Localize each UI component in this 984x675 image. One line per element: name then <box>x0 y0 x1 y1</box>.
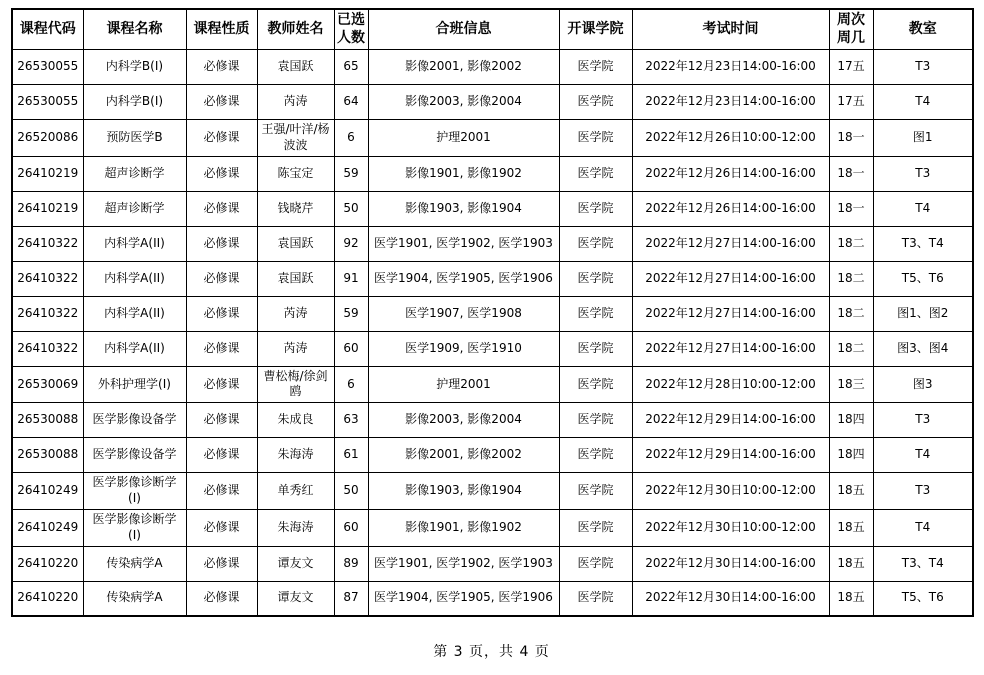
column-header-course-name: 课程名称 <box>83 9 186 49</box>
cell-course-code: 26530069 <box>12 366 83 403</box>
column-header-course-type: 课程性质 <box>186 9 257 49</box>
cell-classroom: T3 <box>873 49 973 84</box>
cell-classroom: T3、T4 <box>873 226 973 261</box>
cell-class-group-info: 医学1907, 医学1908 <box>368 296 559 331</box>
cell-course-name: 医学影像设备学 <box>83 438 186 473</box>
cell-course-name: 内科学B(I) <box>83 84 186 119</box>
cell-exam-time: 2022年12月27日14:00-16:00 <box>632 226 829 261</box>
cell-course-type: 必修课 <box>186 226 257 261</box>
column-header-week-day: 周次周几 <box>829 9 873 49</box>
cell-exam-time: 2022年12月30日10:00-12:00 <box>632 509 829 546</box>
cell-course-code: 26410249 <box>12 473 83 510</box>
cell-course-name: 内科学A(II) <box>83 331 186 366</box>
cell-exam-time: 2022年12月23日14:00-16:00 <box>632 49 829 84</box>
column-header-college: 开课学院 <box>559 9 632 49</box>
cell-week-day: 18一 <box>829 119 873 156</box>
cell-classroom: T3、T4 <box>873 546 973 581</box>
cell-enrolled-count: 89 <box>334 546 368 581</box>
cell-college: 医学院 <box>559 84 632 119</box>
cell-class-group-info: 影像1901, 影像1902 <box>368 509 559 546</box>
cell-course-code: 26410219 <box>12 191 83 226</box>
table-row <box>12 403 973 438</box>
cell-enrolled-count: 6 <box>334 366 368 403</box>
cell-classroom: T3 <box>873 156 973 191</box>
cell-enrolled-count: 6 <box>334 119 368 156</box>
cell-exam-time: 2022年12月23日14:00-16:00 <box>632 84 829 119</box>
table-row <box>12 191 973 226</box>
cell-teacher-name: 袁国跃 <box>257 226 334 261</box>
cell-course-code: 26410249 <box>12 509 83 546</box>
cell-teacher-name: 谭友文 <box>257 546 334 581</box>
cell-teacher-name: 朱成良 <box>257 403 334 438</box>
cell-week-day: 18一 <box>829 156 873 191</box>
cell-course-code: 26410220 <box>12 581 83 616</box>
column-header-class-group-info: 合班信息 <box>368 9 559 49</box>
cell-week-day: 18二 <box>829 226 873 261</box>
table-row <box>12 509 973 546</box>
table-row <box>12 438 973 473</box>
table-row <box>12 84 973 119</box>
cell-teacher-name: 袁国跃 <box>257 49 334 84</box>
cell-course-name: 医学影像设备学 <box>83 403 186 438</box>
cell-course-name: 传染病学A <box>83 581 186 616</box>
cell-week-day: 18四 <box>829 403 873 438</box>
cell-enrolled-count: 91 <box>334 261 368 296</box>
page-number-footer: 第 3 页，共 4 页 <box>433 644 550 661</box>
cell-exam-time: 2022年12月29日14:00-16:00 <box>632 403 829 438</box>
cell-course-name: 传染病学A <box>83 546 186 581</box>
table-body <box>12 49 973 616</box>
column-header-exam-time: 考试时间 <box>632 9 829 49</box>
cell-college: 医学院 <box>559 191 632 226</box>
cell-course-code: 26410322 <box>12 226 83 261</box>
cell-course-code: 26410322 <box>12 296 83 331</box>
cell-teacher-name: 芮涛 <box>257 331 334 366</box>
cell-week-day: 18三 <box>829 366 873 403</box>
cell-classroom: T4 <box>873 191 973 226</box>
cell-teacher-name: 王强/叶洋/杨波波 <box>257 119 334 156</box>
cell-teacher-name: 谭友文 <box>257 581 334 616</box>
cell-college: 医学院 <box>559 119 632 156</box>
cell-college: 医学院 <box>559 473 632 510</box>
cell-exam-time: 2022年12月27日14:00-16:00 <box>632 261 829 296</box>
cell-class-group-info: 影像2003, 影像2004 <box>368 84 559 119</box>
exam-schedule-table <box>11 8 974 617</box>
cell-enrolled-count: 59 <box>334 156 368 191</box>
cell-week-day: 18二 <box>829 296 873 331</box>
cell-college: 医学院 <box>559 331 632 366</box>
cell-course-code: 26410322 <box>12 331 83 366</box>
cell-class-group-info: 医学1901, 医学1902, 医学1903 <box>368 226 559 261</box>
cell-course-name: 内科学A(II) <box>83 226 186 261</box>
cell-enrolled-count: 50 <box>334 473 368 510</box>
column-header-course-code: 课程代码 <box>12 9 83 49</box>
cell-course-code: 26530088 <box>12 403 83 438</box>
column-header-teacher-name: 教师姓名 <box>257 9 334 49</box>
cell-course-type: 必修课 <box>186 546 257 581</box>
table-row <box>12 296 973 331</box>
table-row <box>12 119 973 156</box>
cell-enrolled-count: 50 <box>334 191 368 226</box>
cell-college: 医学院 <box>559 546 632 581</box>
cell-college: 医学院 <box>559 261 632 296</box>
cell-course-type: 必修课 <box>186 191 257 226</box>
cell-college: 医学院 <box>559 403 632 438</box>
cell-exam-time: 2022年12月27日14:00-16:00 <box>632 331 829 366</box>
cell-week-day: 18一 <box>829 191 873 226</box>
cell-enrolled-count: 92 <box>334 226 368 261</box>
cell-college: 医学院 <box>559 509 632 546</box>
cell-week-day: 18五 <box>829 473 873 510</box>
cell-classroom: T3 <box>873 403 973 438</box>
cell-exam-time: 2022年12月26日14:00-16:00 <box>632 156 829 191</box>
cell-exam-time: 2022年12月28日10:00-12:00 <box>632 366 829 403</box>
cell-teacher-name: 曹松梅/徐剑鸥 <box>257 366 334 403</box>
cell-course-name: 超声诊断学 <box>83 191 186 226</box>
cell-classroom: 图1 <box>873 119 973 156</box>
cell-college: 医学院 <box>559 49 632 84</box>
table-row <box>12 473 973 510</box>
cell-enrolled-count: 63 <box>334 403 368 438</box>
cell-course-name: 内科学B(I) <box>83 49 186 84</box>
cell-class-group-info: 医学1901, 医学1902, 医学1903 <box>368 546 559 581</box>
cell-course-name: 预防医学B <box>83 119 186 156</box>
cell-week-day: 18五 <box>829 509 873 546</box>
cell-course-type: 必修课 <box>186 156 257 191</box>
cell-class-group-info: 医学1904, 医学1905, 医学1906 <box>368 261 559 296</box>
cell-teacher-name: 朱海涛 <box>257 438 334 473</box>
cell-exam-time: 2022年12月29日14:00-16:00 <box>632 438 829 473</box>
cell-course-code: 26410219 <box>12 156 83 191</box>
cell-college: 医学院 <box>559 581 632 616</box>
cell-teacher-name: 芮涛 <box>257 84 334 119</box>
cell-class-group-info: 影像2003, 影像2004 <box>368 403 559 438</box>
cell-exam-time: 2022年12月27日14:00-16:00 <box>632 296 829 331</box>
cell-college: 医学院 <box>559 438 632 473</box>
cell-class-group-info: 影像2001, 影像2002 <box>368 49 559 84</box>
cell-course-code: 26530055 <box>12 84 83 119</box>
cell-class-group-info: 影像2001, 影像2002 <box>368 438 559 473</box>
cell-course-type: 必修课 <box>186 296 257 331</box>
cell-classroom: T5、T6 <box>873 261 973 296</box>
cell-teacher-name: 单秀红 <box>257 473 334 510</box>
cell-enrolled-count: 60 <box>334 509 368 546</box>
cell-course-type: 必修课 <box>186 119 257 156</box>
cell-course-name: 内科学A(II) <box>83 296 186 331</box>
cell-course-name: 医学影像诊断学(I) <box>83 509 186 546</box>
column-header-classroom: 教室 <box>873 9 973 49</box>
cell-teacher-name: 袁国跃 <box>257 261 334 296</box>
cell-course-code: 26410220 <box>12 546 83 581</box>
column-header-enrolled-count: 已选人数 <box>334 9 368 49</box>
cell-week-day: 18二 <box>829 331 873 366</box>
table-row <box>12 546 973 581</box>
cell-course-code: 26530088 <box>12 438 83 473</box>
cell-college: 医学院 <box>559 366 632 403</box>
table-row <box>12 366 973 403</box>
cell-course-name: 内科学A(II) <box>83 261 186 296</box>
cell-enrolled-count: 60 <box>334 331 368 366</box>
cell-college: 医学院 <box>559 156 632 191</box>
cell-class-group-info: 医学1904, 医学1905, 医学1906 <box>368 581 559 616</box>
cell-week-day: 18二 <box>829 261 873 296</box>
cell-college: 医学院 <box>559 226 632 261</box>
cell-course-type: 必修课 <box>186 331 257 366</box>
cell-week-day: 17五 <box>829 84 873 119</box>
table-row <box>12 156 973 191</box>
cell-teacher-name: 芮涛 <box>257 296 334 331</box>
cell-teacher-name: 钱晓芹 <box>257 191 334 226</box>
cell-classroom: T4 <box>873 84 973 119</box>
cell-classroom: T4 <box>873 438 973 473</box>
cell-course-type: 必修课 <box>186 473 257 510</box>
cell-course-type: 必修课 <box>186 49 257 84</box>
cell-course-name: 医学影像诊断学(I) <box>83 473 186 510</box>
cell-week-day: 18四 <box>829 438 873 473</box>
header-row <box>12 9 973 49</box>
cell-classroom: 图3、图4 <box>873 331 973 366</box>
cell-course-name: 外科护理学(I) <box>83 366 186 403</box>
cell-course-type: 必修课 <box>186 509 257 546</box>
cell-course-type: 必修课 <box>186 366 257 403</box>
cell-course-type: 必修课 <box>186 261 257 296</box>
cell-classroom: T3 <box>873 473 973 510</box>
table-row <box>12 331 973 366</box>
table-row <box>12 226 973 261</box>
cell-week-day: 17五 <box>829 49 873 84</box>
cell-class-group-info: 影像1901, 影像1902 <box>368 156 559 191</box>
cell-classroom: 图1、图2 <box>873 296 973 331</box>
cell-course-code: 26520086 <box>12 119 83 156</box>
cell-exam-time: 2022年12月26日10:00-12:00 <box>632 119 829 156</box>
cell-course-type: 必修课 <box>186 84 257 119</box>
table-row <box>12 581 973 616</box>
cell-exam-time: 2022年12月26日14:00-16:00 <box>632 191 829 226</box>
cell-enrolled-count: 87 <box>334 581 368 616</box>
cell-enrolled-count: 59 <box>334 296 368 331</box>
cell-teacher-name: 陈宝定 <box>257 156 334 191</box>
cell-classroom: T5、T6 <box>873 581 973 616</box>
cell-class-group-info: 医学1909, 医学1910 <box>368 331 559 366</box>
cell-exam-time: 2022年12月30日10:00-12:00 <box>632 473 829 510</box>
cell-class-group-info: 护理2001 <box>368 366 559 403</box>
cell-class-group-info: 影像1903, 影像1904 <box>368 473 559 510</box>
cell-enrolled-count: 61 <box>334 438 368 473</box>
cell-enrolled-count: 65 <box>334 49 368 84</box>
cell-classroom: T4 <box>873 509 973 546</box>
cell-course-type: 必修课 <box>186 403 257 438</box>
cell-course-type: 必修课 <box>186 581 257 616</box>
cell-course-type: 必修课 <box>186 438 257 473</box>
table-row <box>12 261 973 296</box>
cell-course-code: 26410322 <box>12 261 83 296</box>
cell-exam-time: 2022年12月30日14:00-16:00 <box>632 546 829 581</box>
cell-exam-time: 2022年12月30日14:00-16:00 <box>632 581 829 616</box>
cell-course-code: 26530055 <box>12 49 83 84</box>
table-row <box>12 49 973 84</box>
cell-week-day: 18五 <box>829 546 873 581</box>
cell-teacher-name: 朱海涛 <box>257 509 334 546</box>
cell-classroom: 图3 <box>873 366 973 403</box>
cell-class-group-info: 护理2001 <box>368 119 559 156</box>
cell-course-name: 超声诊断学 <box>83 156 186 191</box>
cell-college: 医学院 <box>559 296 632 331</box>
cell-week-day: 18五 <box>829 581 873 616</box>
cell-enrolled-count: 64 <box>334 84 368 119</box>
cell-class-group-info: 影像1903, 影像1904 <box>368 191 559 226</box>
